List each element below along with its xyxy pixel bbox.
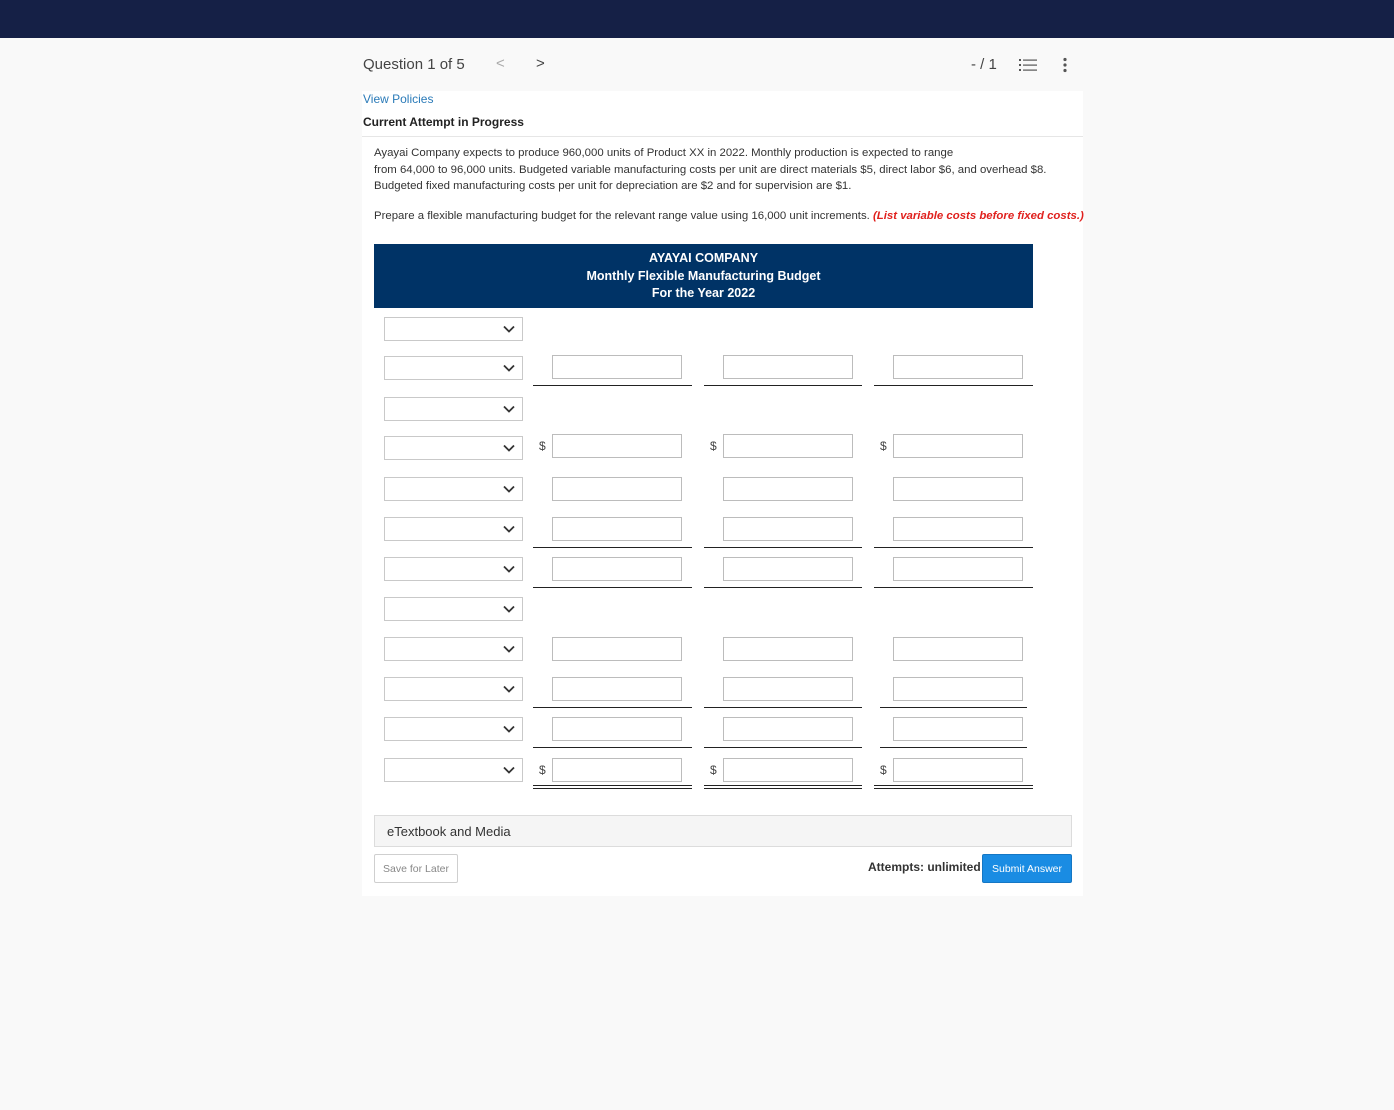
underline (533, 707, 692, 708)
problem-line: Ayayai Company expects to produce 960,000 units of Product XX in 2022. Monthly production is expected to range (374, 147, 954, 159)
underline (874, 587, 1033, 588)
line-item-dropdown[interactable] (384, 597, 523, 621)
double-underline (874, 785, 1033, 789)
double-underline (533, 785, 692, 789)
dollar-sign: $ (539, 439, 546, 453)
line-item-dropdown[interactable] (384, 397, 523, 421)
amount-input[interactable] (552, 355, 682, 379)
double-underline (704, 785, 862, 789)
amount-input[interactable] (723, 355, 853, 379)
amount-input[interactable] (893, 477, 1023, 501)
amount-input[interactable] (723, 637, 853, 661)
amount-input[interactable] (893, 637, 1023, 661)
more-vertical-icon[interactable] (1060, 57, 1070, 73)
amount-input[interactable] (723, 758, 853, 782)
save-for-later-button[interactable]: Save for Later (374, 854, 458, 883)
amount-input[interactable] (723, 477, 853, 501)
amount-input[interactable] (552, 717, 682, 741)
budget-title: Monthly Flexible Manufacturing Budget (586, 268, 821, 283)
view-policies-link[interactable]: View Policies (363, 92, 434, 106)
line-item-dropdown[interactable] (384, 317, 523, 341)
top-bar (0, 0, 1394, 38)
submit-answer-button[interactable]: Submit Answer (982, 854, 1072, 883)
amount-input[interactable] (893, 557, 1023, 581)
underline (704, 547, 862, 548)
amount-input[interactable] (893, 434, 1023, 458)
line-item-dropdown[interactable] (384, 436, 523, 460)
next-question-button[interactable]: > (536, 55, 545, 72)
line-item-dropdown[interactable] (384, 758, 523, 782)
underline (704, 707, 862, 708)
dollar-sign: $ (539, 763, 546, 777)
underline (704, 587, 862, 588)
divider (362, 136, 1083, 137)
amount-input[interactable] (723, 434, 853, 458)
amount-input[interactable] (552, 557, 682, 581)
company-name: AYAYAI COMPANY (648, 251, 759, 265)
problem-line: from 64,000 to 96,000 units. Budgeted variable manufacturing costs per unit are direct materials $5, direct labor $6, and overhead $8. (374, 163, 1047, 176)
problem-line: Budgeted fixed manufacturing costs per unit for depreciation are $2 and for supervision are $1. (374, 180, 852, 192)
underline (880, 707, 1027, 708)
underline (874, 547, 1033, 548)
etextbook-media-panel[interactable]: eTextbook and Media (374, 815, 1072, 847)
amount-input[interactable] (893, 677, 1023, 701)
problem-text (374, 145, 1079, 195)
amount-input[interactable] (893, 717, 1023, 741)
amount-input[interactable] (552, 758, 682, 782)
amount-input[interactable] (552, 434, 682, 458)
budget-period: For the Year 2022 (651, 286, 756, 300)
amount-input[interactable] (723, 677, 853, 701)
line-item-dropdown[interactable] (384, 717, 523, 741)
dollar-sign: $ (710, 763, 717, 777)
line-item-dropdown[interactable] (384, 477, 523, 501)
amount-input[interactable] (723, 717, 853, 741)
underline (533, 587, 692, 588)
dollar-sign: $ (880, 763, 887, 777)
question-list-icon[interactable] (1019, 58, 1037, 72)
line-item-dropdown[interactable] (384, 557, 523, 581)
underline (704, 385, 862, 386)
amount-input[interactable] (552, 637, 682, 661)
amount-input[interactable] (552, 477, 682, 501)
dollar-sign: $ (880, 439, 887, 453)
underline (874, 385, 1033, 386)
amount-input[interactable] (723, 557, 853, 581)
prepare-text: Prepare a flexible manufacturing budget for the relevant range value using 16,000 unit increments. (374, 210, 870, 222)
line-item-dropdown[interactable] (384, 637, 523, 661)
question-title: Question 1 of 5 (363, 56, 465, 73)
score-display: - / 1 (971, 56, 997, 73)
prepare-instruction (374, 210, 1084, 222)
underline (533, 547, 692, 548)
amount-input[interactable] (552, 677, 682, 701)
budget-header (374, 244, 1033, 308)
underline (533, 385, 692, 386)
line-item-dropdown[interactable] (384, 517, 523, 541)
question-panel (362, 91, 1083, 896)
previous-question-button[interactable]: < (496, 55, 505, 72)
amount-input[interactable] (893, 517, 1023, 541)
line-item-dropdown[interactable] (384, 677, 523, 701)
dollar-sign: $ (710, 439, 717, 453)
amount-input[interactable] (552, 517, 682, 541)
amount-input[interactable] (723, 517, 853, 541)
line-item-dropdown[interactable] (384, 356, 523, 380)
amount-input[interactable] (893, 355, 1023, 379)
question-nav (0, 38, 1394, 91)
attempts-label: Attempts: unlimited (868, 860, 981, 874)
amount-input[interactable] (893, 758, 1023, 782)
underline (533, 747, 692, 748)
underline (704, 747, 862, 748)
list-order-instruction: (List variable costs before fixed costs.) (872, 210, 1084, 222)
attempt-status: Current Attempt in Progress (363, 115, 524, 129)
underline (880, 747, 1027, 748)
